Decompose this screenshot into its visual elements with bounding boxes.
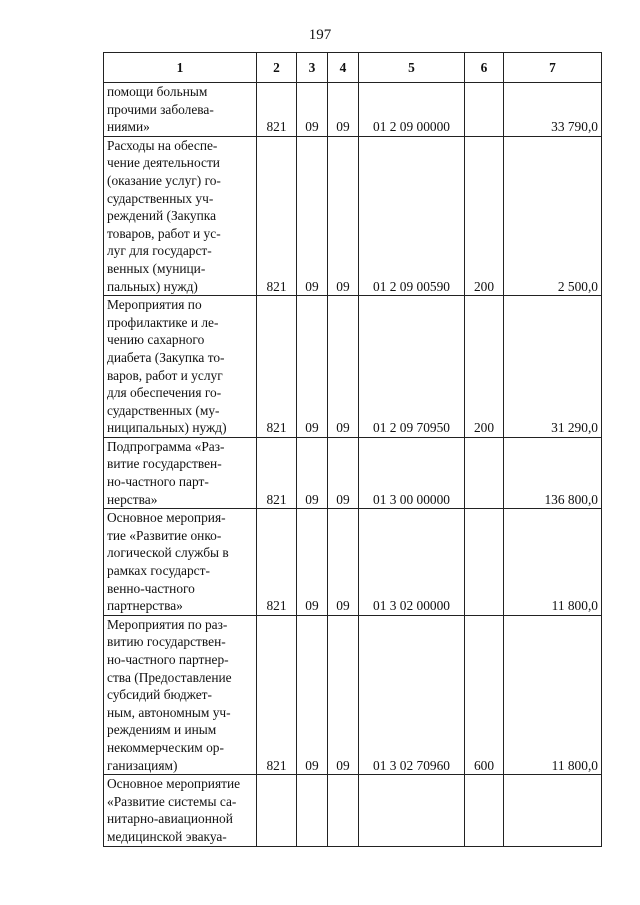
row-col7	[504, 775, 602, 846]
row-name: Основное мероприятие «Развитие системы са- нитарно-авиационной медицинской эвакуа-	[104, 775, 257, 846]
row-col6: 200	[465, 296, 504, 438]
header-col-5: 5	[359, 53, 465, 83]
row-col5	[359, 775, 465, 846]
page-number: 197	[308, 27, 332, 43]
row-name: помощи больным прочими заболева- ниями»	[104, 83, 257, 137]
row-col3: 09	[297, 437, 328, 508]
header-col-4: 4	[328, 53, 359, 83]
row-col7: 31 290,0	[504, 296, 602, 438]
row-col7: 11 800,0	[504, 509, 602, 616]
row-col3	[297, 775, 328, 846]
row-col6	[465, 775, 504, 846]
header-col-3: 3	[297, 53, 328, 83]
row-col4: 09	[328, 136, 359, 295]
table-row	[104, 296, 602, 438]
row-col2	[257, 775, 297, 846]
row-col2: 821	[257, 509, 297, 616]
row-col6	[465, 83, 504, 137]
header-col-7: 7	[504, 53, 602, 83]
row-col5: 01 2 09 00590	[359, 136, 465, 295]
row-name: Мероприятия по раз- витию государствен- но-частного партнер- ства (Предоставление субсидий бюджет- ным, автономным уч- реждениям и иным некоммерческим ор- ганизациям)	[104, 615, 257, 774]
table-row	[104, 775, 602, 846]
header-col-2: 2	[257, 53, 297, 83]
table-header-row	[104, 53, 602, 83]
table-row	[104, 136, 602, 295]
row-col4: 09	[328, 509, 359, 616]
row-col7: 2 500,0	[504, 136, 602, 295]
row-col3: 09	[297, 509, 328, 616]
header-col-1: 1	[104, 53, 257, 83]
table-row	[104, 615, 602, 774]
row-col7: 136 800,0	[504, 437, 602, 508]
row-col7: 11 800,0	[504, 615, 602, 774]
row-col2: 821	[257, 83, 297, 137]
row-col2: 821	[257, 615, 297, 774]
row-col5: 01 3 02 00000	[359, 509, 465, 616]
row-col4: 09	[328, 83, 359, 137]
row-name: Расходы на обеспе- чение деятельности (оказание услуг) го- сударственных уч- реждений (Закупка товаров, работ и ус- луг для государст- венных (муници- пальных) нужд)	[104, 136, 257, 295]
row-col5: 01 2 09 70950	[359, 296, 465, 438]
row-col2: 821	[257, 437, 297, 508]
table-row	[104, 437, 602, 508]
row-col4: 09	[328, 296, 359, 438]
row-col4: 09	[328, 615, 359, 774]
row-col2: 821	[257, 296, 297, 438]
table-row	[104, 509, 602, 616]
row-col5: 01 3 02 70960	[359, 615, 465, 774]
table-row	[104, 83, 602, 137]
row-col4	[328, 775, 359, 846]
row-col4: 09	[328, 437, 359, 508]
row-col5: 01 2 09 00000	[359, 83, 465, 137]
row-name: Подпрограмма «Раз- витие государствен- но-частного парт- нерства»	[104, 437, 257, 508]
row-col6	[465, 509, 504, 616]
row-col6: 200	[465, 136, 504, 295]
row-name: Мероприятия по профилактике и ле- чению сахарного диабета (Закупка то- варов, работ и услуг для обеспечения го- сударственных (му- ниципальных) нужд)	[104, 296, 257, 438]
row-name: Основное мероприя- тие «Развитие онко- логической службы в рамках государст- венно-частного партнерства»	[104, 509, 257, 616]
row-col6	[465, 437, 504, 508]
row-col3: 09	[297, 296, 328, 438]
row-col3: 09	[297, 83, 328, 137]
row-col2: 821	[257, 136, 297, 295]
row-col5: 01 3 00 00000	[359, 437, 465, 508]
row-col3: 09	[297, 615, 328, 774]
row-col6: 600	[465, 615, 504, 774]
row-col3: 09	[297, 136, 328, 295]
header-col-6: 6	[465, 53, 504, 83]
budget-table	[103, 52, 602, 847]
row-col7: 33 790,0	[504, 83, 602, 137]
